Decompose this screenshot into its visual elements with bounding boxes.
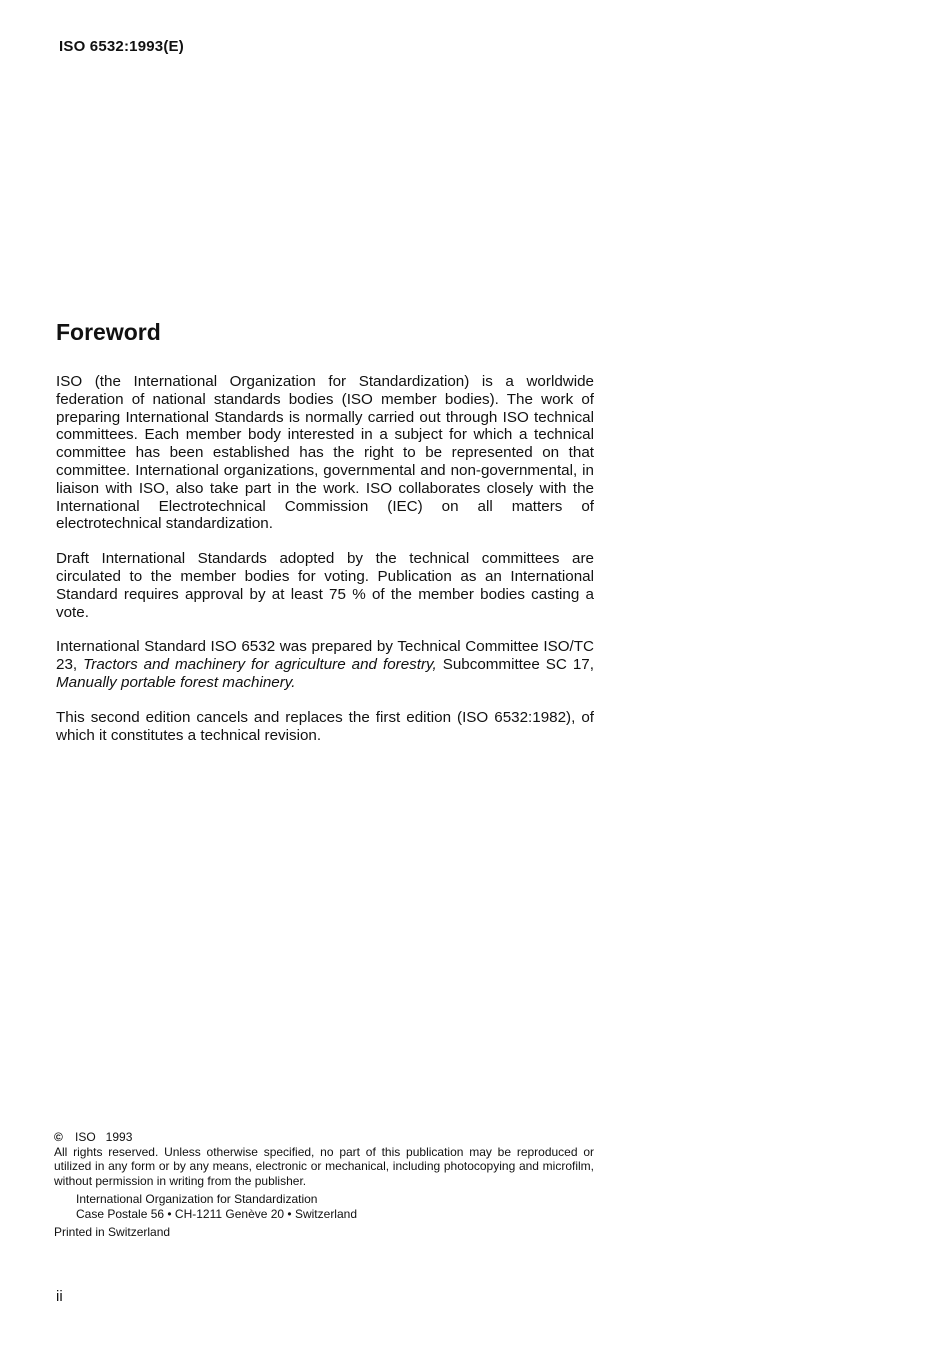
printed-in: Printed in Switzerland bbox=[54, 1224, 171, 1239]
paragraph-draft-standards: Draft International Standards adopted by the technical committees are circulated to the member bodies for voting. Publication as an International Standard requires approval by at least 75 % of the member bodies casting a vote. bbox=[56, 550, 594, 621]
publisher-address bbox=[76, 1192, 594, 1221]
foreword-body bbox=[56, 373, 594, 761]
preparation-text-2: Subcommittee SC 17, bbox=[436, 656, 594, 674]
publisher-name: International Organization for Standardization bbox=[76, 1192, 318, 1207]
rights-notice: All rights reserved. Unless otherwise specified, no part of this publication may be reproduced or utilized in any form or by any means, electronic or mechanical, including photocopying and microfilm, without permission in writing from the publisher. bbox=[54, 1144, 594, 1188]
paragraph-iso-intro: ISO (the International Organization for Standardization) is a worldwide federation of national standards bodies (ISO member bodies). The work of preparing International Standards is normally carried out through ISO technical committees. Each member body interested in a subject for which a technical committee has been established has the right to be represented on that committee. International organizations, governmental and non-governmental, in liaison with ISO, also take part in the work. ISO collaborates closely with the International Electrotechnical Commission (IEC) on all matters of electrotechnical standardization. bbox=[56, 373, 594, 533]
document-id: ISO 6532:1993(E) bbox=[59, 38, 184, 55]
paragraph-preparation bbox=[56, 638, 594, 691]
foreword-title: Foreword bbox=[56, 319, 161, 345]
copyright-owner: ISO bbox=[75, 1130, 96, 1144]
committee-title: Tractors and machinery for agriculture and forestry, bbox=[83, 656, 437, 674]
publisher-postal-address: Case Postale 56 • CH-1211 Genève 20 • Switzerland bbox=[76, 1206, 357, 1221]
copyright-icon: © bbox=[54, 1130, 63, 1144]
preparation-text-1: International Standard ISO 6532 was prepared by Technical Committee ISO/TC 23, bbox=[56, 638, 594, 674]
page-number: ii bbox=[56, 1288, 63, 1305]
paragraph-edition: This second edition cancels and replaces the first edition (ISO 6532:1982), of which it constitutes a technical revision. bbox=[56, 708, 594, 744]
subcommittee-title: Manually portable forest machinery. bbox=[56, 673, 296, 691]
copyright-line bbox=[54, 1130, 594, 1145]
copyright-year: 1993 bbox=[105, 1130, 133, 1144]
copyright-block bbox=[54, 1130, 594, 1239]
